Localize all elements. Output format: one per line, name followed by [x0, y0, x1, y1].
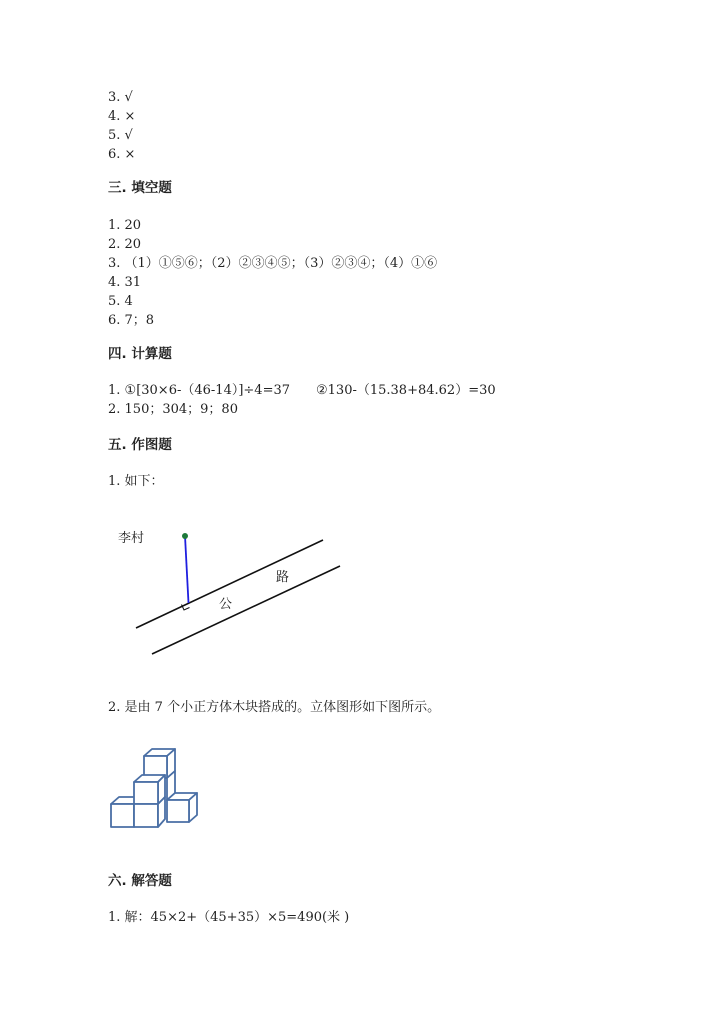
answer-line: 1. 20 [108, 218, 142, 233]
village-point [182, 533, 188, 539]
section-heading: 三. 填空题 [108, 180, 172, 196]
road-char-gong: 公 [219, 597, 233, 612]
answer-line: 2. 是由 7 个小正方体木块搭成的。立体图形如下图所示。 [108, 700, 441, 715]
perpendicular-segment [185, 536, 189, 603]
village-label: 李村 [118, 531, 145, 546]
answer-line: 2. 150；304；9；80 [108, 402, 238, 417]
answer-line: 1. 如下： [108, 474, 164, 489]
answer-line: 3. （1）①⑤⑥；（2）②③④⑤；（3）②③④；（4）①⑥ [108, 256, 438, 271]
section-heading: 六. 解答题 [108, 873, 172, 889]
answer-line: 5. √ [108, 128, 133, 143]
perpendicular-figure [100, 515, 360, 665]
answer-line: 1. 解：45×2+（45+35）×5=490(米 ) [108, 910, 350, 925]
road-char-lu: 路 [276, 570, 290, 585]
cube-front-face [167, 800, 189, 822]
answer-line: 4. × [108, 109, 136, 124]
cube-front-face [134, 804, 158, 827]
cube-stack-figure [108, 742, 208, 838]
cube-front-face [111, 804, 134, 827]
section-heading: 四. 计算题 [108, 346, 172, 362]
answer-line: 3. √ [108, 90, 133, 105]
answer-line: 4. 31 [108, 275, 142, 290]
right-angle-mark [182, 605, 190, 611]
answer-line: 6. × [108, 147, 136, 162]
answer-line: 1. ①[30×6-（46-14）]÷4=37 ②130-（15.38+84.62）=30 [108, 383, 496, 398]
cube-front-face [134, 782, 158, 804]
answer-line: 6. 7；8 [108, 313, 155, 328]
answer-line: 2. 20 [108, 237, 142, 252]
answer-line: 5. 4 [108, 294, 133, 309]
section-heading: 五. 作图题 [108, 437, 172, 453]
